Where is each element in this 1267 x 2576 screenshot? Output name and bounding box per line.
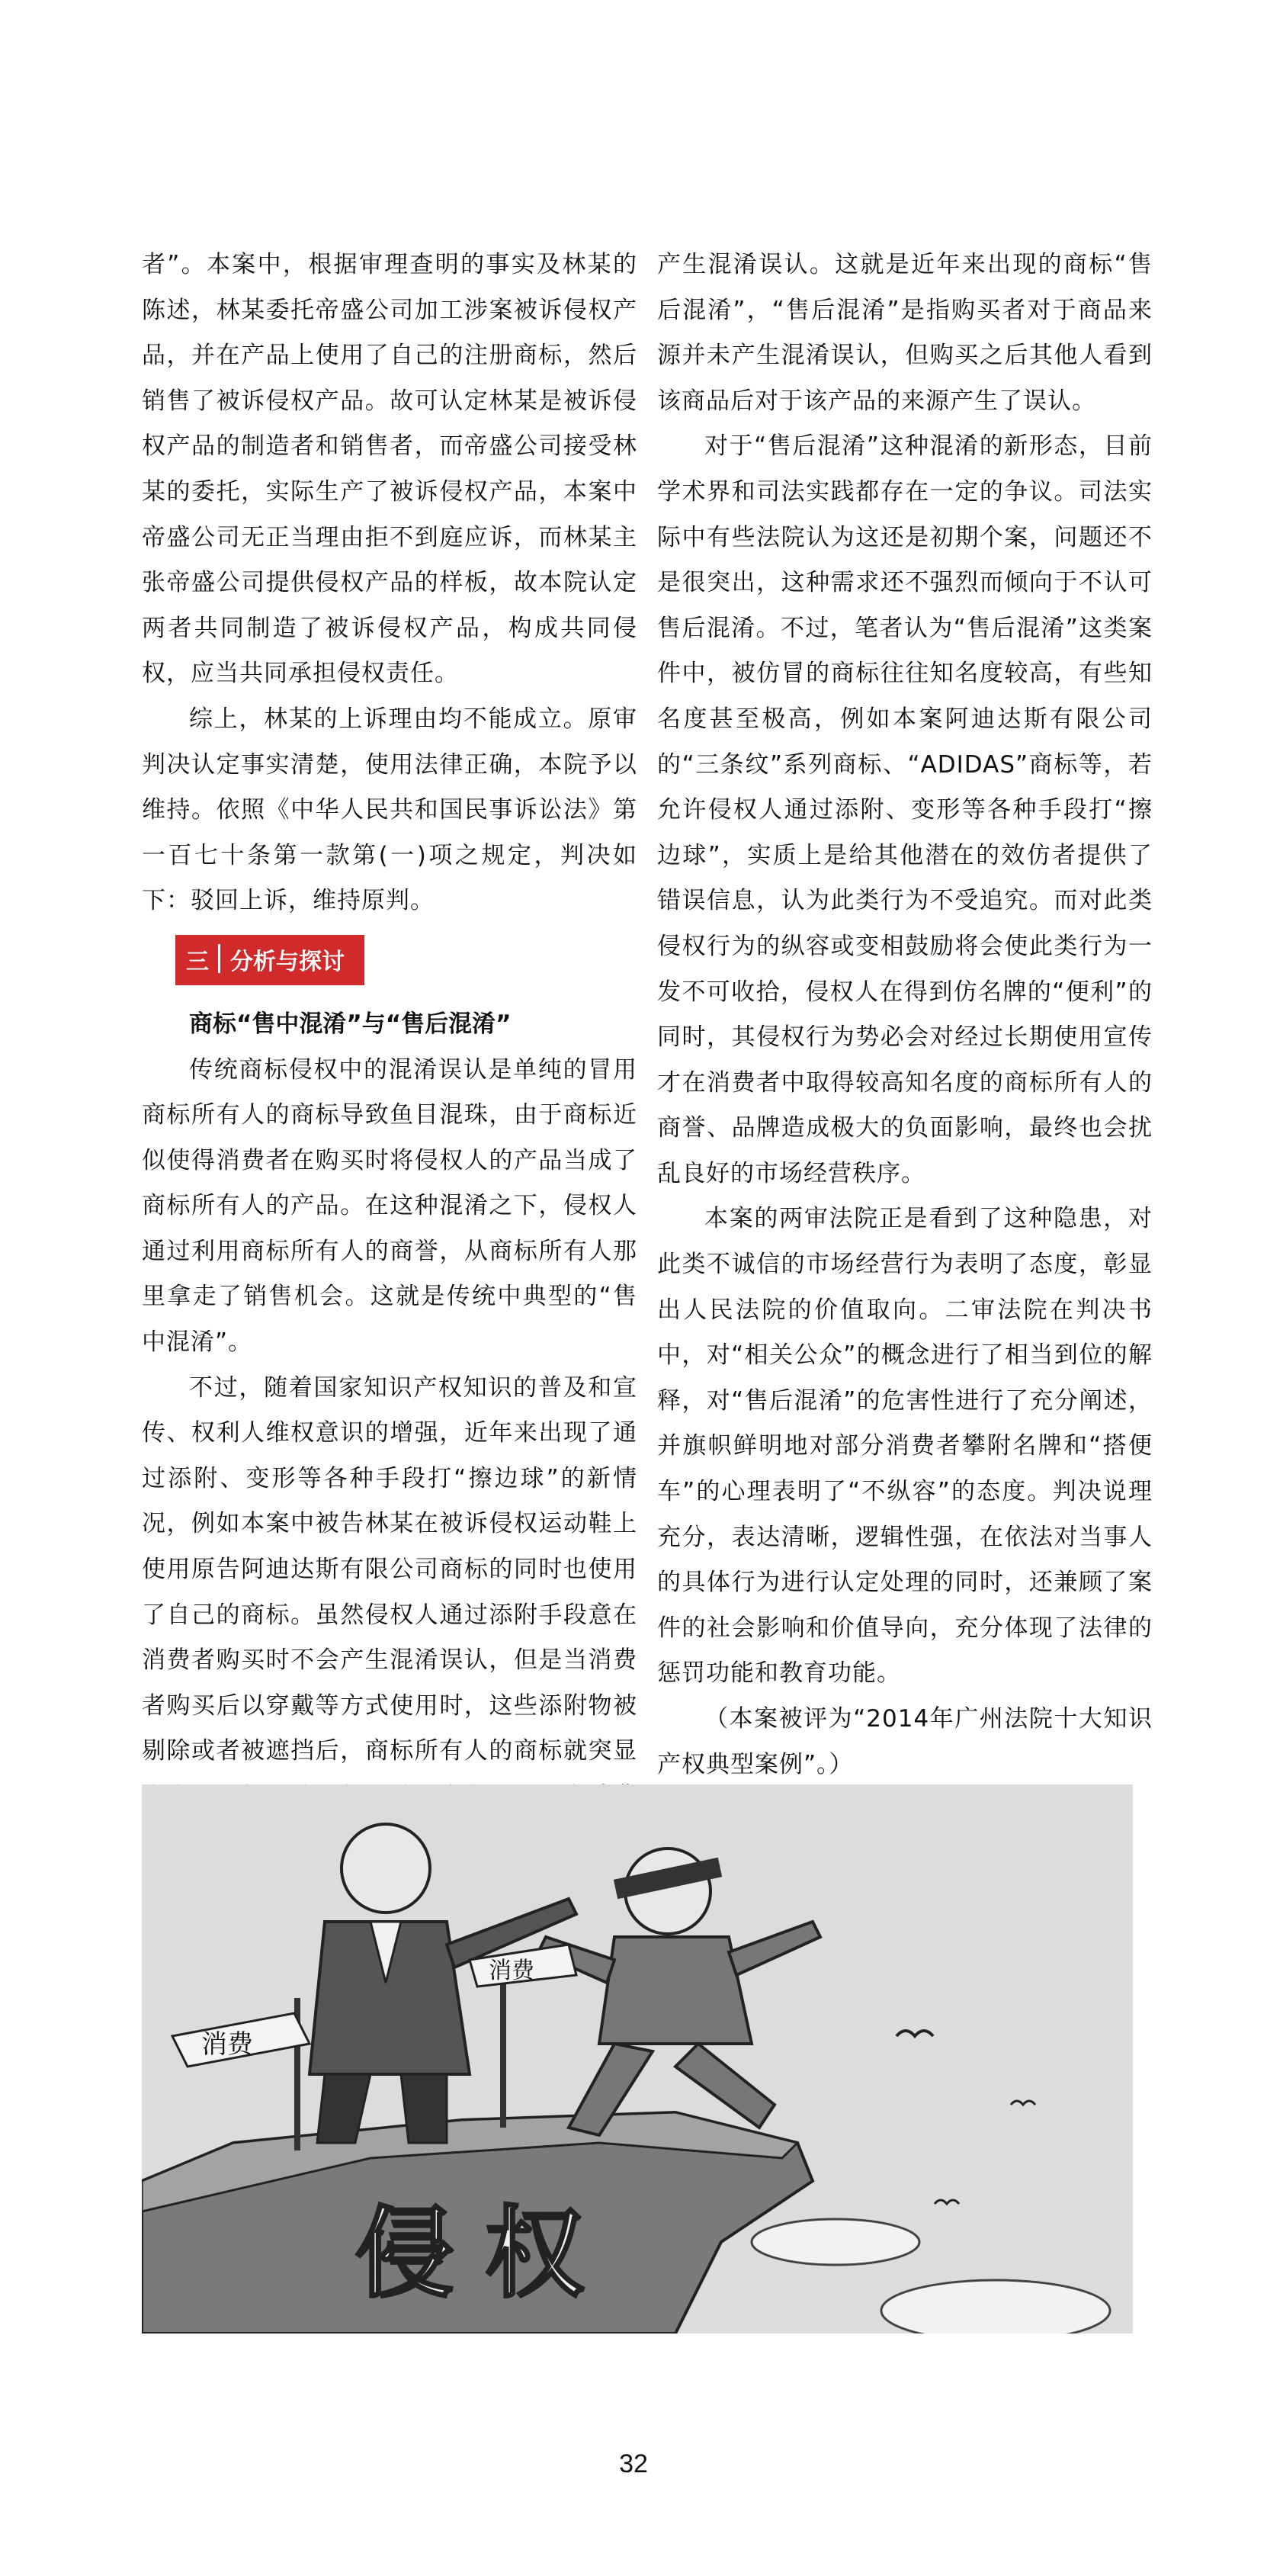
right-column — [657, 243, 1153, 1787]
cartoon-illustration — [142, 1784, 1133, 2333]
paragraph: 产生混淆误认。这就是近年来出现的商标“售后混淆”，“售后混淆”是指购买者对于商品来源并未产生混淆误认，但购买之后其他人看到该商品后对于该产品的来源产生了误认。 — [657, 251, 1153, 415]
sign-right-text: 消费 — [489, 1958, 534, 1984]
paragraph: 对于“售后混淆”这种混淆的新形态，目前学术界和司法实践都存在一定的争议。司法实际中有些法院认为这还是初期个案，问题还不是很突出，这种需求还不强烈而倾向于不认可售后混淆。不过，笔者认为“售后混淆”这类案件中，被仿冒的商标往往知名度较高，有些知名度甚至极高，例如本案阿迪达斯有限公司的“三条纹”系列商标、“ADIDAS”商标等，若允许侵权人通过添附、变形等各种手段打“擦边球”，实质上是给其他潜在的效仿者提供了错误信息，认为此类行为不受追究。而对此类侵权行为的纵容或变相鼓励将会使此类行为一发不可收拾，侵权人在得到仿名牌的“便利”的同时，其侵权行为势必会对经过长期使用宣传才在消费者中取得较高知名度的商标所有人的商誉、品牌造成极大的负面影响，最终也会扰乱良好的市场经营秩序。 — [657, 432, 1153, 1187]
case-note: （本案被评为“2014年广州法院十大知识产权典型案例”。） — [657, 1705, 1153, 1778]
section-title: 分析与探讨 — [230, 948, 345, 975]
paragraph: 不过，随着国家知识产权知识的普及和宣传、权利人维权意识的增强，近年来出现了通过添附、变形等各种手段打“擦边球”的新情况，例如本案中被告林某在被诉侵权运动鞋上使用原告阿迪达斯有限公司商标的同时也使用了自己的商标。虽然侵权人通过添附手段意在消费者购买时不会产生混淆误认，但是当消费者购买后以穿戴等方式使用时，这些添附物被剔除或者被遮挡后，商标所有人的商标就突显 — [142, 1373, 637, 1765]
sign-left-text: 消费 — [201, 2029, 253, 2060]
subheading: 商标“售中混淆”与“售后混淆” — [189, 1010, 512, 1038]
section-divider — [218, 944, 220, 973]
paragraph: 综上，林某的上诉理由均不能成立。原审判决认定事实清楚，使用法律正确，本院予以维持。依照《中华人民共和国民事诉讼法》第一百七十条第一款第(一)项之规定，判决如下：驳回上诉，维持原判。 — [142, 705, 637, 915]
paragraph: 者”。本案中，根据审理查明的事实及林某的陈述，林某委托帝盛公司加工涉案被诉侵权产品，并在产品上使用了自己的注册商标，然后销售了被诉侵权产品。故可认定林某是被诉侵权产品的制造者和销售者，而帝盛公司接受林某的委托，实际生产了被诉侵权产品，本案中帝盛公司无正当理由拒不到庭应诉，而林某主张帝盛公司提供侵权产品的样板，故本院认定两者共同制造了被诉侵权产品，构成共同侵权，应当共同承担侵权责任。 — [142, 251, 637, 688]
section-number: 三 — [186, 948, 209, 975]
paragraph: 本案的两审法院正是看到了这种隐患，对此类不诚信的市场经营行为表明了态度，彰显出人民法院的价值取向。二审法院在判决书中，对“相关公众”的概念进行了相当到位的解释，对“售后混淆”的危害性进行了充分阐述，并旗帜鲜明地对部分消费者攀附名牌和“搭便车”的心理表明了“不纵容”的态度。判决说理充分，表达清晰，逻辑性强，在依法对当事人的具体行为进行认定处理的同时，还兼顾了案件的社会影响和价值导向，充分体现了法律的惩罚功能和教育功能。 — [657, 1205, 1153, 1688]
paragraph: 传统商标侵权中的混淆误认是单纯的冒用商标所有人的商标导致鱼目混珠，由于商标近似使得消费者在购买时将侵权人的产品当成了商标所有人的产品。在这种混淆之下，侵权人通过利用商标所有人的商誉，从商标所有人那里拿走了销售机会。这就是传统中典型的“售中混淆”。 — [142, 1055, 637, 1357]
section-heading — [175, 932, 637, 988]
page-number: 32 — [619, 2449, 648, 2478]
left-column — [142, 243, 637, 1865]
cliff-text: 侵权 — [355, 2195, 615, 2311]
cartoon-drawing — [142, 1784, 1133, 2333]
